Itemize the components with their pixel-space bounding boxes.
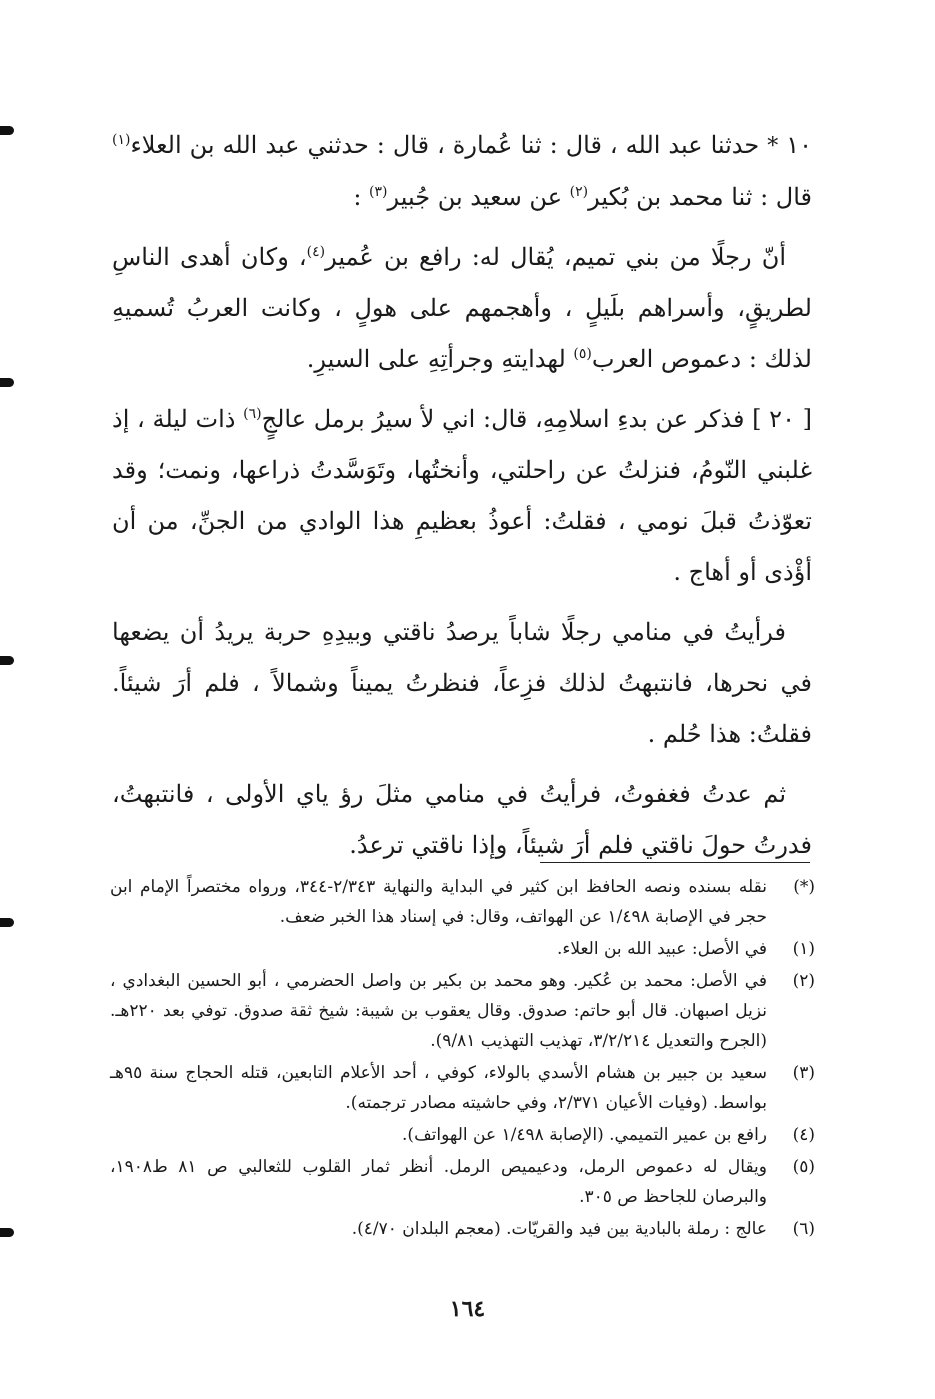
footnote-ref: (٤) [306, 244, 326, 260]
footnote-marker: (٣) [792, 1063, 815, 1083]
footnote-marker: (٥) [792, 1157, 815, 1177]
text-segment: ثم عدتُ فغفوتُ، فرأيتُ في منامي مثلَ رؤ ياي الأولى ، فانتبهتُ، فدرتُ حولَ ناقتي فلم أرَ شيئاً، وإذا ناقتي ترعدُ. [112, 780, 812, 859]
footnote-ref: (١) [112, 132, 131, 148]
hadith-number: ١٠ [786, 131, 812, 159]
text-segment: فرأيتُ في منامي رجلًا شاباً يرصدُ ناقتي وبيدِهِ حربة يريدُ أن يضعها في نحرها، فانتبهتُ لذلك فزِعاً، فنظرتُ يميناً وشمالاً ، فلم أرَ شيئاً. فقلتُ: هذا حُلم . [112, 618, 812, 748]
footnote-ref: (٣) [369, 184, 388, 200]
footnote-marker: (١) [792, 939, 815, 959]
footnote-marker: (٤) [792, 1125, 815, 1145]
footnote-text: عالج : رملة بالبادية بين فيد والقريّات. (معجم البلدان ٤/٧٠). [351, 1219, 767, 1239]
footnote-2 [110, 966, 815, 1056]
footnote-1 [110, 934, 815, 964]
footnote-text: رافع بن عمير التميمي. (الإصابة ١/٤٩٨ عن الهواتف). [402, 1125, 767, 1145]
page-number: ١٦٤ [449, 1296, 486, 1322]
paragraph-rafi-intro [112, 232, 812, 385]
footnote-ref: (٢) [569, 184, 589, 200]
paragraph-islam-beginning [112, 394, 812, 598]
footnote-text: في الأصل: عبيد الله بن العلاء. [556, 939, 767, 959]
margin-mark-5 [0, 1228, 14, 1237]
margin-mark-1 [0, 126, 14, 135]
footnote-star [110, 872, 815, 932]
text-segment: [ ٢٠ ] فذكر عن بدءِ اسلامِهِ، قال: اني لأ سيرُ برمل عالجٍ [261, 405, 812, 433]
text-segment: ، وكان أهدى الناسِ لطريقٍ، وأسراهم بلَيلٍ ، وأهجمهم على هولٍ ، وكانت العربُ تُسميهِ لذلك : دعموص العرب [112, 243, 812, 373]
text-segment: حدثنا عبد الله ، قال : ثنا عُمارة ، قال : حدثني عبد الله بن العلاء [130, 131, 760, 159]
star-marker: * [767, 134, 779, 159]
margin-mark-3 [0, 656, 14, 665]
text-segment: أنّ رجلًا من بني تميم، يُقال له: رافع بن عُمير [325, 243, 787, 271]
main-text [112, 120, 812, 880]
text-segment: : [353, 183, 370, 211]
footnote-6 [110, 1214, 815, 1244]
footnote-ref: (٥) [573, 346, 592, 362]
text-segment: لهدايتهِ وجرأتِهِ على السيرِ. [306, 345, 574, 373]
footnote-marker: (٢) [792, 971, 815, 991]
footnote-text: ويقال له دعموص الرمل، ودعيميص الرمل. أنظر ثمار القلوب للثعالبي ص ٨١ ط١٩٠٨، والبرصان للجاحظ ص ٣٠٥. [110, 1157, 767, 1207]
text-segment: عن سعيد بن جُبير [387, 183, 570, 211]
footnotes-section [110, 872, 815, 1246]
footnote-divider [540, 862, 810, 863]
text-segment: ذات ليلة ، إذ غلبني النّومُ، فنزلتُ عن راحلتي، وأنختُها، وتَوَسَّدتُ ذراعها، ونمت؛ وقد تعوّذتُ قبلَ نومي ، فقلتُ: أعوذُ بعظيمِ هذا الوادي من الجنِّ، من أن أؤْذى أو أهاج . [112, 405, 812, 586]
paragraph-second-dream [112, 769, 812, 871]
footnote-text: في الأصل: محمد بن عُكير. وهو محمد بن بكير بن واصل الحضرمي ، أبو الحسين البغدادي ، نزيل اصبهان. قال أبو حاتم: صدوق. وقال يعقوب بن شيبة: شيخ ثقة صدوق. توفي بعد ٢٢٠هـ. (الجرح والتعديل ٣/٢/٢١٤، تهذيب التهذيب ٩/٨١). [110, 971, 767, 1051]
footnote-ref: (٦) [243, 406, 262, 422]
footnote-4 [110, 1120, 815, 1150]
footnote-5 [110, 1152, 815, 1212]
margin-mark-2 [0, 378, 14, 387]
footnote-text: نقله بسنده ونصه الحافظ ابن كثير في البداية والنهاية ٢/٣٤٣-٣٤٤، ورواه مختصراً الإمام ابن حجر في الإصابة ١/٤٩٨ عن الهواتف، وقال: في إسناد هذا الخبر ضعف. [110, 877, 767, 927]
text-segment: قال : ثنا محمد بن بُكير [588, 183, 812, 211]
footnote-marker: (٦) [792, 1219, 815, 1239]
paragraph-hadith-header [112, 120, 812, 223]
footnote-3 [110, 1058, 815, 1118]
footnote-marker: (*) [793, 877, 815, 897]
footnote-text: سعيد بن جبير بن هشام الأسدي بالولاء، كوفي ، أحد الأعلام التابعين، قتله الحجاج سنة ٩٥هـ بواسط. (وفيات الأعيان ٢/٣٧١، وفي حاشيته مصادر ترجمته). [110, 1063, 767, 1113]
margin-mark-4 [0, 918, 14, 927]
paragraph-first-dream [112, 607, 812, 760]
